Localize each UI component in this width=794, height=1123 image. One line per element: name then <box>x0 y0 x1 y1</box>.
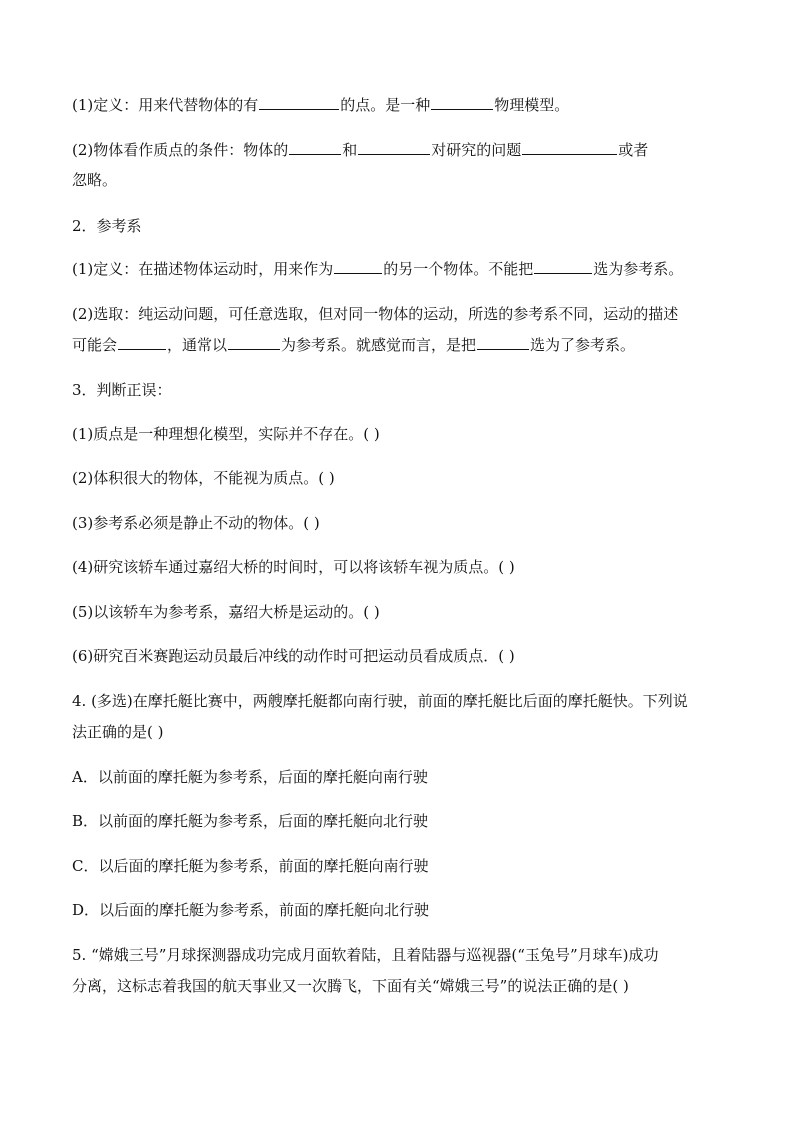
point-definition-line <box>72 95 722 115</box>
answer-blank <box>259 95 339 110</box>
text-segment: 选为参考系。 <box>593 260 684 278</box>
question-4-option-a: A．以前面的摩托艇为参考系，后面的摩托艇向南行驶 <box>72 768 428 786</box>
text-segment: 的点。是一种 <box>340 96 431 114</box>
text-segment: 和 <box>342 141 358 159</box>
reference-selection-line-2 <box>72 335 722 355</box>
answer-blank <box>431 95 493 110</box>
text-segment: (2)物体看作质点的条件：物体的 <box>72 141 289 159</box>
reference-selection-line: (2)选取：纯运动问题，可任意选取，但对同一物体的运动，所选的参考系不同，运动的描述 <box>72 305 679 323</box>
section-heading: 3．判断正误： <box>72 381 172 399</box>
point-condition-line <box>72 140 722 160</box>
text-segment: (1)定义：在描述物体运动时，用来作为 <box>72 260 334 278</box>
section-heading: 2．参考系 <box>72 217 142 235</box>
question-4-option-d: D．以后面的摩托艇为参考系，前面的摩托艇向北行驶 <box>72 901 430 919</box>
true-false-item: (5)以该轿车为参考系，嘉绍大桥是运动的。( ) <box>72 603 380 621</box>
true-false-item: (3)参考系必须是静止不动的物体。( ) <box>72 514 320 532</box>
true-false-item: (4)研究该轿车通过嘉绍大桥的时间时，可以将该轿车视为质点。( ) <box>72 558 515 576</box>
answer-blank <box>477 335 529 350</box>
true-false-item: (2)体积很大的物体，不能视为质点。( ) <box>72 469 335 487</box>
answer-blank <box>228 335 280 350</box>
true-false-item: (6)研究百米赛跑运动员最后冲线的动作时可把运动员看成质点．( ) <box>72 647 515 665</box>
true-false-item: (1)质点是一种理想化模型，实际并不存在。( ) <box>72 425 380 443</box>
answer-blank <box>534 259 592 274</box>
question-4-stem-2: 法正确的是( ) <box>72 723 164 741</box>
text-segment: 的另一个物体。不能把 <box>383 260 534 278</box>
text-segment: 选为了参考系。 <box>530 336 636 354</box>
question-4-option-c: C．以后面的摩托艇为参考系，前面的摩托艇向南行驶 <box>72 857 429 875</box>
question-4-option-b: B．以前面的摩托艇为参考系，后面的摩托艇向北行驶 <box>72 812 429 830</box>
text-segment: 可能会 <box>72 336 118 354</box>
answer-blank <box>358 140 430 155</box>
question-5-stem: 5. “嫦娥三号”月球探测器成功完成月面软着陆，且着陆器与巡视器(“玉兔号”月球车)成功 <box>72 946 659 964</box>
answer-blank <box>522 140 617 155</box>
answer-blank <box>289 140 341 155</box>
question-4-stem: 4. (多选)在摩托艇比赛中，两艘摩托艇都向南行驶，前面的摩托艇比后面的摩托艇快。下列说 <box>72 692 688 710</box>
text-segment: (1)定义：用来代替物体的有 <box>72 96 259 114</box>
point-condition-line-2: 忽略。 <box>72 171 118 189</box>
text-segment: 或者 <box>618 141 649 159</box>
text-segment: 对研究的问题 <box>431 141 522 159</box>
answer-blank <box>334 259 382 274</box>
text-segment: 物理模型。 <box>494 96 570 114</box>
text-segment: 为参考系。就感觉而言，是把 <box>281 336 477 354</box>
question-5-stem-2: 分离，这标志着我国的航天事业又一次腾飞，下面有关“嫦娥三号”的说法正确的是( ) <box>72 977 629 995</box>
text-segment: ，通常以 <box>167 336 228 354</box>
reference-definition-line <box>72 259 722 279</box>
answer-blank <box>118 335 166 350</box>
